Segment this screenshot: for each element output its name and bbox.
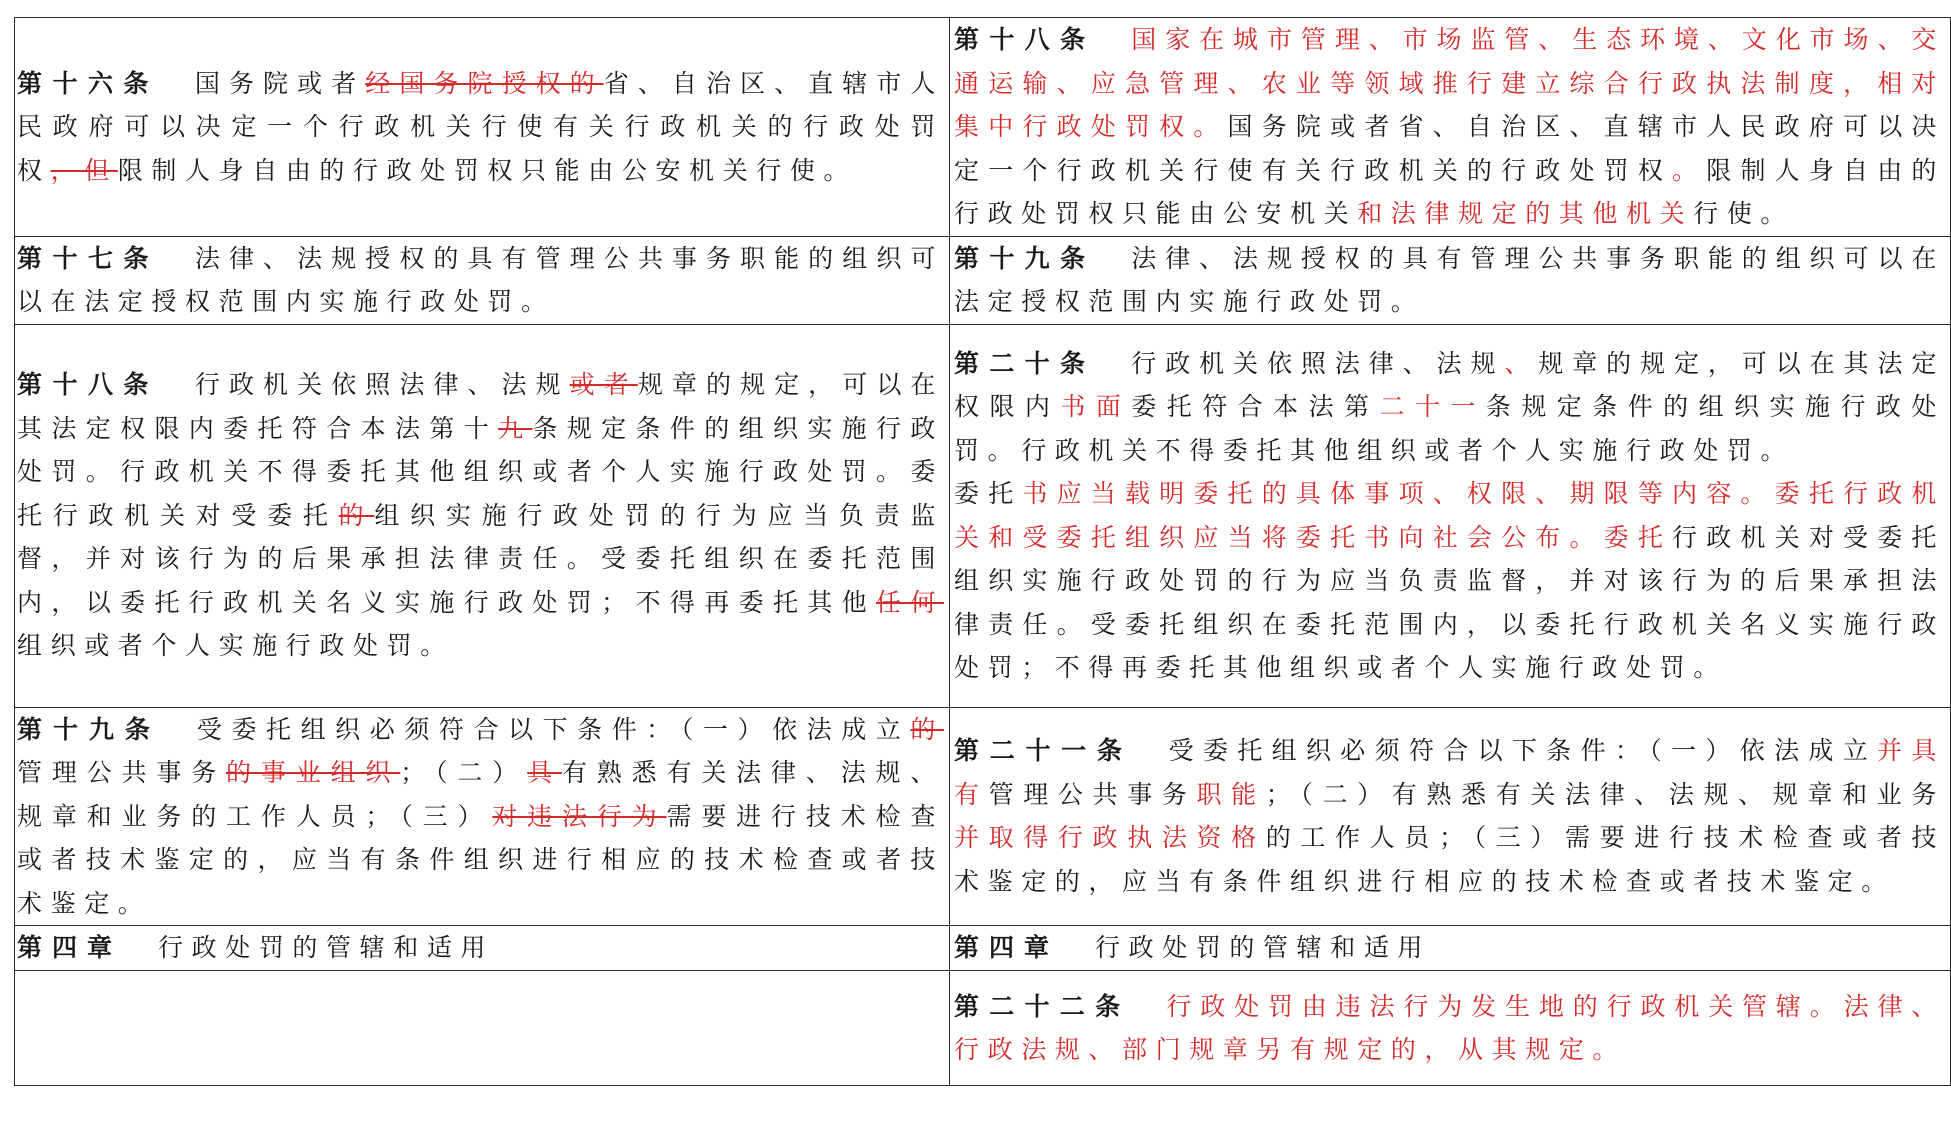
deleted-text: 的事业组织 bbox=[226, 758, 401, 787]
table-row bbox=[15, 971, 1951, 1086]
clause-text: 有熟悉有关法律、法规、规章和业务的工作人员；（三） bbox=[17, 758, 944, 831]
inserted-text: 并具有 bbox=[954, 736, 1945, 809]
clause-text: 行政处罚的管辖和适用 bbox=[158, 933, 495, 963]
article-number: 第十八条 bbox=[17, 370, 159, 400]
clause-text: 管理公共事务 bbox=[17, 758, 227, 787]
clause-text: 限制人身自由的行政处罚权只能由公安机关行使。 bbox=[117, 155, 858, 185]
inserted-text: 并取得行政执法资格 bbox=[954, 823, 1266, 853]
clause-text: 规章的规定，可以在其法定权限内委托符合本法第十 bbox=[17, 370, 944, 443]
inserted-text: 行政处罚由违法行为发生地的行政机关管辖。法律、行政法规、部门规章另有规定的，从其规定。 bbox=[954, 991, 1945, 1064]
deleted-text: 对违法行为 bbox=[492, 801, 667, 831]
old-empty-cell bbox=[15, 971, 950, 1086]
clause-text: ；（二）有熟悉有关法律、法规、规章和业务 bbox=[1265, 779, 1945, 809]
clause-text: 条规定条件的组织实施行政处罚。行政机关不得委托其他组织或者个人实施行政处罚。 bbox=[954, 392, 1945, 465]
old-chapter-4-cell bbox=[15, 926, 950, 971]
clause-text: 法律、法规授权的具有管理公共事务职能的组织可以在法定授权范围内实施行政处罚。 bbox=[954, 243, 1945, 316]
deleted-text: 或者 bbox=[569, 370, 638, 400]
clause-text: 需要进行技术检查或者技术鉴定的，应当有条件组织进行相应的技术检查或者技术鉴定。 bbox=[17, 801, 944, 918]
table-row bbox=[15, 18, 1951, 237]
clause-text: 组织实施行政处罚的行为应当负责监督，并对该行为的后果承担法律责任。受委托组织在委托范围内，以委托行政机关名义实施行政处罚；不得再委托其他 bbox=[17, 500, 945, 617]
clause-text: 委托符合本法第 bbox=[1131, 392, 1380, 421]
deleted-text: 具 bbox=[527, 758, 562, 787]
article-number: 第十七条 bbox=[17, 243, 159, 273]
inserted-text: 书面 bbox=[1060, 392, 1132, 421]
article-number: 第十九条 bbox=[954, 243, 1096, 273]
clause-text: 行政机关依照法律、法规 bbox=[1131, 348, 1505, 378]
clause-text: 组织或者个人实施行政处罚。 bbox=[17, 631, 454, 661]
deleted-text: 的 bbox=[910, 714, 944, 744]
article-number: 第十九条 bbox=[17, 714, 161, 744]
table-row bbox=[15, 324, 1951, 707]
clause-text: 国务院或者 bbox=[194, 68, 366, 98]
clause-text: 条规定条件的组织实施行政处罚。行政机关不得委托其他组织或者个人实施行政处罚。委托行政机关对受委托 bbox=[17, 413, 945, 530]
clause-text: 委托 bbox=[954, 479, 1023, 508]
article-number: 第十八条 bbox=[954, 25, 1096, 54]
new-article-20-cell bbox=[950, 324, 1951, 707]
clause-text: 行政机关依照法律、法规 bbox=[194, 370, 570, 400]
inserted-text: 、 bbox=[1504, 348, 1539, 378]
deleted-text: 的 bbox=[338, 500, 375, 530]
clause-text: 行使。 bbox=[1693, 199, 1795, 228]
table-row bbox=[15, 236, 1951, 324]
comparison-table bbox=[14, 17, 1951, 1086]
clause-text: 受委托组织必须符合以下条件：（一）依法成立 bbox=[196, 714, 911, 744]
new-article-22-cell bbox=[950, 971, 1951, 1086]
clause-text: ；（二） bbox=[400, 758, 528, 787]
old-article-18-cell bbox=[15, 324, 950, 707]
inserted-text: 和法律规定的其他机关 bbox=[1357, 199, 1694, 228]
new-article-18-cell bbox=[950, 18, 1951, 237]
clause-text: 法律、法规授权的具有管理公共事务职能的组织可以在法定授权范围内实施行政处罚。 bbox=[17, 243, 944, 316]
clause-text: 的工作人员；（三）需要进行技术检查或者技术鉴定的，应当有条件组织进行相应的技术检查或者技术鉴定。 bbox=[954, 823, 1945, 896]
deleted-text: ，但 bbox=[50, 155, 118, 185]
clause-text: 省、自治区、直辖市人民政府可以决定一个行政机关行使有关行政机关的行政处罚权 bbox=[17, 68, 944, 185]
clause-text: 行政处罚的管辖和适用 bbox=[1095, 933, 1432, 963]
inserted-text: 职能 bbox=[1196, 779, 1266, 809]
deleted-text: 任何 bbox=[876, 587, 944, 617]
table-row bbox=[15, 707, 1951, 926]
article-number: 第四章 bbox=[17, 933, 123, 963]
deleted-text: 经国务院授权的 bbox=[365, 68, 604, 98]
inserted-text: 。 bbox=[1672, 155, 1707, 185]
clause-text: 国务院或者省、自治区、直辖市人民政府可以决定一个行政机关行使有关行政机关的行政处罚权 bbox=[954, 112, 1945, 185]
deleted-text: 九 bbox=[498, 413, 533, 443]
new-chapter-4-cell bbox=[950, 926, 1951, 971]
clause-text: 行政机关对受委托组织实施行政处罚的行为应当负责监督，并对该行为的后果承担法律责任。受委托组织在委托范围内，以委托行政机关名义实施行政处罚；不得再委托其他组织或者个人实施行政处罚。 bbox=[954, 522, 1945, 682]
old-article-19-cell bbox=[15, 707, 950, 926]
article-number: 第二十二条 bbox=[954, 991, 1131, 1021]
article-number: 第四章 bbox=[954, 933, 1060, 963]
article-number: 第二十一条 bbox=[954, 736, 1133, 766]
old-article-16-cell bbox=[15, 18, 950, 237]
new-article-19-cell bbox=[950, 236, 1951, 324]
inserted-text: 国家在城市管理、市场监管、生态环境、文化市场、交通运输、应急管理、农业等领域推行建立综合行政执法制度，相对集中行政处罚权。 bbox=[954, 25, 1945, 141]
article-number: 第十六条 bbox=[17, 68, 159, 98]
clause-text: 规章的规定，可以在其法定权限内 bbox=[954, 348, 1945, 421]
clause-text: 管理公共事务 bbox=[988, 779, 1197, 809]
clause-text: 受委托组织必须符合以下条件：（一）依法成立 bbox=[1168, 736, 1878, 766]
clause-text: 限制人身自由的行政处罚权只能由公安机关 bbox=[954, 155, 1946, 228]
inserted-text: 二十一 bbox=[1379, 392, 1486, 421]
old-article-17-cell bbox=[15, 236, 950, 324]
article-number: 第二十条 bbox=[954, 348, 1096, 378]
new-article-21-cell bbox=[950, 707, 1951, 926]
inserted-text: 书应当载明委托的具体事项、权限、期限等内容。委托行政机关和受委托组织应当将委托书向社会公布。委托 bbox=[954, 479, 1946, 552]
table-row bbox=[15, 926, 1951, 971]
